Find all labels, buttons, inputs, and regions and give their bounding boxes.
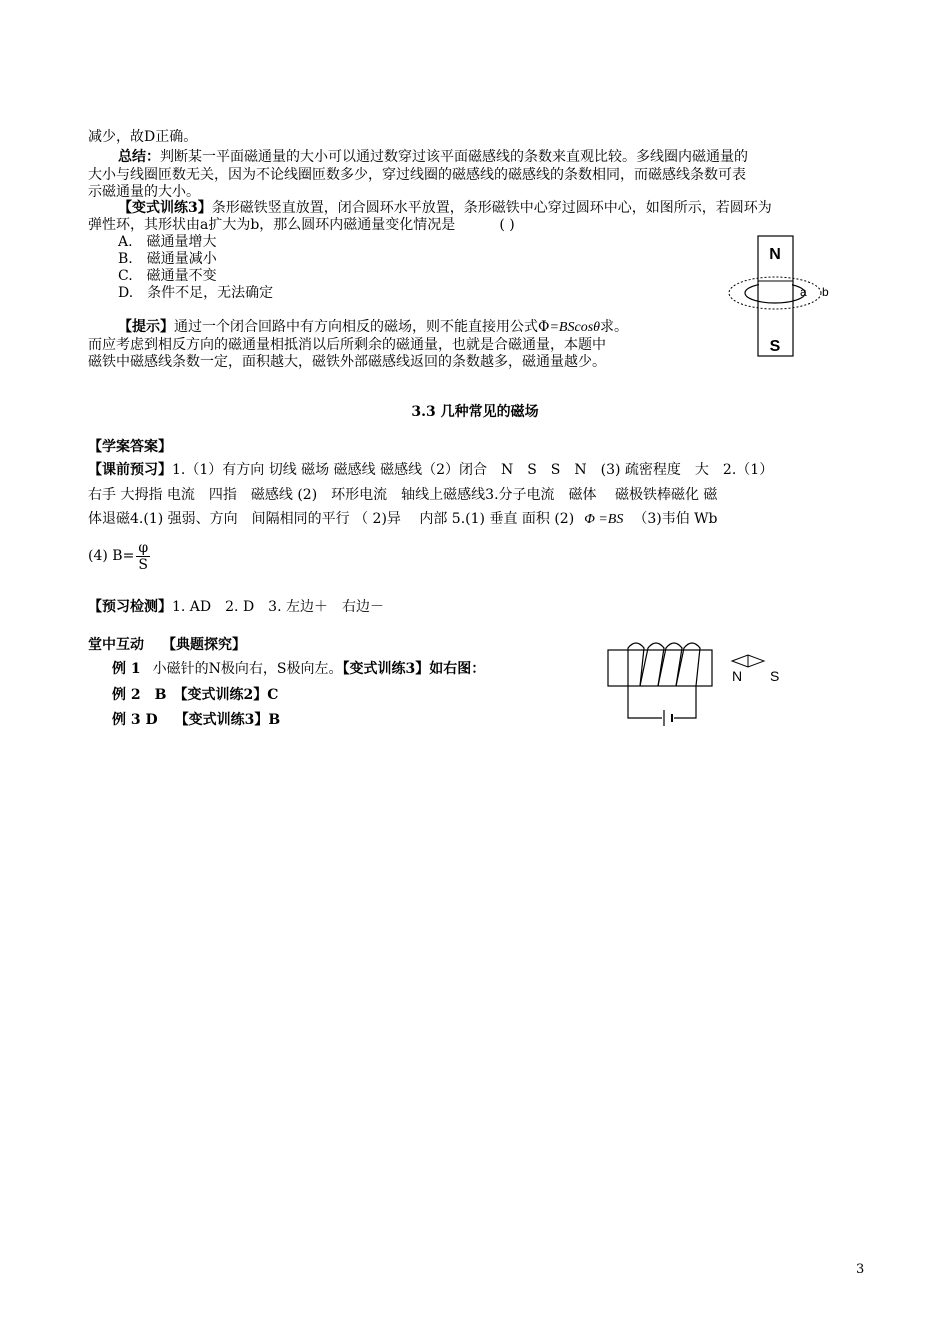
hint-line: 磁铁中磁感线条数一定，面积越大，磁铁外部磁感线返回的条数越多，磁通量越少。 [88,354,606,370]
hint-line: 【提示】通过一个闭合回路中有方向相反的磁场，则不能直接用公式Φ=BScosθ求。 [118,319,629,335]
option-a: A. 磁通量增大 [118,234,217,250]
option-c: C. 磁通量不变 [118,268,217,284]
answers-heading: 【学案答案】 [88,439,172,455]
section-title: 3.3 几种常见的磁场 [411,404,539,420]
south-pole-label: S [769,338,781,355]
summary-line: 大小与线圈匝数无关，因为不论线圈匝数多少，穿过线圈的磁感线的磁感线的条数相同，而磁感线条数可表 [88,167,746,183]
solenoid-figure [600,636,800,740]
preview-line: 【课前预习】1.（1）有方向 切线 磁场 磁感线 磁感线（2）闭合 N S S N (3) 疏密程度 大 2.（1） [88,462,774,478]
hint-line: 而应考虑到相反方向的磁通量相抵消以后所剩余的磁通量，也就是合磁通量，本题中 [88,337,606,353]
north-pole-label: N [769,246,781,263]
classroom-heading: 堂中互动 【典题探究】 [88,637,246,653]
flux-formula: Φ =BS [584,512,624,527]
ring-a-label: a [800,285,807,299]
wire [628,686,662,718]
exercise-line: 弹性环，其形状由a扩大为b，那么圆环内磁通量变化情况是 ( ) [88,217,515,233]
answer-paren: ( ) [499,217,515,233]
exercise-line: 【变式训练3】条形磁铁竖直放置，闭合圆环水平放置，条形磁铁中心穿过圆环中心，如图所示，若圆环为 [118,200,772,216]
option-d: D. 条件不足，无法确定 [118,285,274,301]
summary-line: 示磁通量的大小。 [88,184,200,200]
summary-label: 总结： [118,149,160,165]
example-2: 例 2 B 【变式训练2】C [112,687,279,703]
bar-magnet-ring-figure [720,234,840,362]
option-b: B. 磁通量减小 [118,251,217,267]
preview-line: 体退磁4.(1) 强弱、方向 间隔相同的平行 （ 2)异 内部 5.(1) 垂直 面积 (2) Φ =BS （3)韦伯 Wb [88,511,718,527]
preview-line: 右手 大拇指 电流 四指 磁感线 (2) 环形电流 轴线上磁感线3.分子电流 磁体 磁极铁棒磁化 磁 [88,487,718,503]
needle-north-label: N [732,668,743,684]
hint-label: 【提示】 [118,319,174,335]
needle-south-label: S [770,668,780,684]
check-line: 【预习检测】1. AD 2. D 3. 左边＋ 右边－ [88,599,384,615]
text-line: 减少，故D正确。 [88,129,198,145]
summary-line: 总结：判断某一平面磁通量的大小可以通过数穿过该平面磁感线的条数来直观比较。多线圈内磁通量的 [118,149,748,165]
ring-b-label: b [822,285,829,299]
wire [674,686,696,718]
flux-density-fraction: $\frac{\varphi}{S}$ [138,539,149,573]
exercise-label: 【变式训练3】 [118,200,212,216]
page-number: 3 [856,1262,865,1277]
hint-formula: =BScosθ [549,320,601,335]
preview-label: 【课前预习】 [88,462,172,478]
example-1: 例 1 小磁针的N极向右，S极向左。【变式训练3】如右图： [112,661,486,677]
preview-line: (4) B= $\frac{\varphi}{S}$ [88,539,149,573]
example-3: 例 3 D 【变式训练3】B [112,712,281,728]
check-label: 【预习检测】 [88,599,172,615]
